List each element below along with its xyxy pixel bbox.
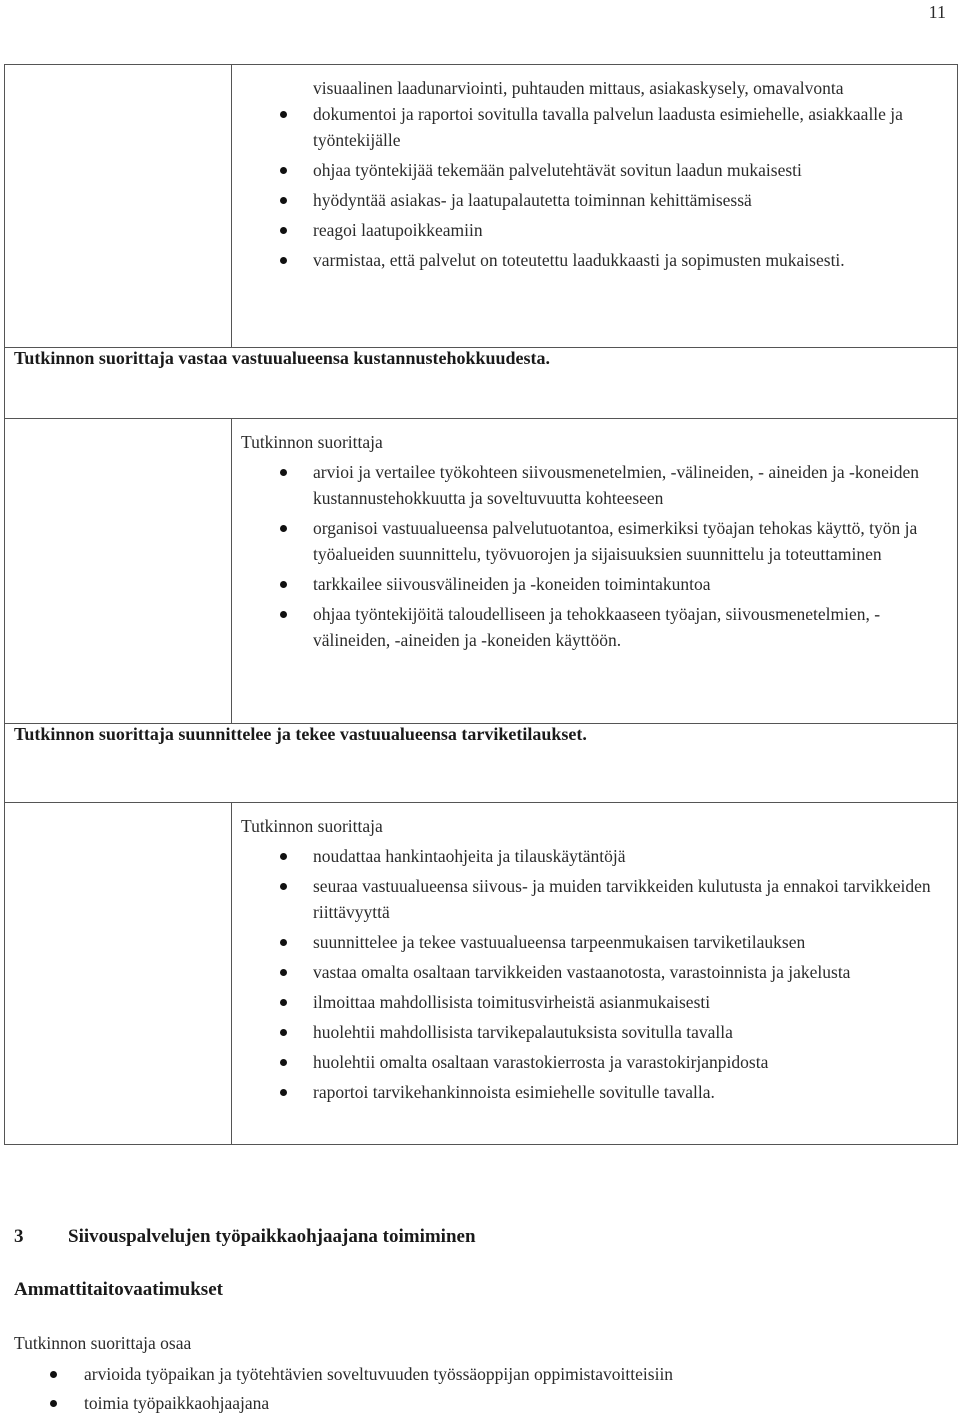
section-title: Siivouspalvelujen työpaikkaohjaajana toimiminen [68,1226,476,1247]
list-item: arvioida työpaikan ja työtehtävien soveltuvuuden työssäoppijan oppimistavoitteisiin [84,1360,673,1389]
section-number: 3 [14,1226,24,1247]
continuation-text: visuaalinen laadunarviointi, puhtauden mittaus, asiakaskysely, omavalvonta [313,78,844,98]
list-item: tarkkailee siivousvälineiden ja -koneiden toimintakuntoa [313,571,943,597]
requirements-heading: Ammattitaitovaatimukset [14,1279,223,1300]
list-item: huolehtii mahdollisista tarvikepalautuksista sovitulla tavalla [313,1019,943,1045]
list-item: noudattaa hankintaohjeita ja tilauskäytäntöjä [313,843,943,869]
empty-left-cell [5,419,232,724]
heading-row-2 [5,348,958,419]
bullet-list-1 [241,101,943,273]
criteria-cell-1 [232,65,958,348]
criteria-cell-2 [232,419,958,724]
list-item: toimia työpaikkaohjaajana [84,1389,673,1418]
list-item: ohjaa työntekijöitä taloudelliseen ja tehokkaaseen työajan, siivousmenetelmien, -välineiden, -aineiden ja -koneiden käyttöön. [313,601,943,653]
list-item: reagoi laatupoikkeamiin [313,217,943,243]
list-item: vastaa omalta osaltaan tarvikkeiden vastaanotosta, varastoinnista ja jakelusta [313,959,943,985]
list-item: arvioi ja vertailee työkohteen siivousmenetelmien, -välineiden, - aineiden ja -koneiden kustannustehokkuutta ja soveltuvuutta kohteeseen [313,459,943,511]
criteria-heading-2: Tutkinnon suorittaja vastaa vastuualueensa kustannustehokkuudesta. [14,348,551,368]
bullet-list-3 [241,843,943,1105]
page-number: 11 [928,2,946,22]
section-3-heading [14,1226,476,1248]
criteria-table-1 [4,64,958,1145]
heading-row-3 [5,724,958,803]
requirements-list [14,1360,673,1418]
list-item: dokumentoi ja raportoi sovitulla tavalla palvelun laadusta esimiehelle, asiakkaalle ja työntekijälle [313,101,943,153]
criteria-heading-3: Tutkinnon suorittaja suunnittelee ja tekee vastuualueensa tarviketilaukset. [14,724,587,744]
list-item: huolehtii omalta osaltaan varastokierrosta ja varastokirjanpidosta [313,1049,943,1075]
list-item: ilmoittaa mahdollisista toimitusvirheistä asianmukaisesti [313,989,943,1015]
empty-left-cell [5,803,232,1145]
list-item: organisoi vastuualueensa palvelutuotantoa, esimerkiksi työajan tehokas käyttö, työn ja työalueiden suunnittelu, työvuorojen ja sijaisuuksien suunnittelu ja toteuttaminen [313,515,943,567]
bullet-list-2 [241,459,943,653]
lead-text: Tutkinnon suorittaja [241,432,383,452]
list-item: hyödyntää asiakas- ja laatupalautetta toiminnan kehittämisessä [313,187,943,213]
list-item: ohjaa työntekijää tekemään palvelutehtävät sovitun laadun mukaisesti [313,157,943,183]
empty-left-cell [5,65,232,348]
list-item: varmistaa, että palvelut on toteutettu laadukkaasti ja sopimusten mukaisesti. [313,247,943,273]
criteria-cell-3 [232,803,958,1145]
list-item: seuraa vastuualueensa siivous- ja muiden tarvikkeiden kulutusta ja ennakoi tarvikkeiden riittävyyttä [313,873,943,925]
lead-text: Tutkinnon suorittaja [241,816,383,836]
list-item: raportoi tarvikehankinnoista esimiehelle sovitulle tavalla. [313,1079,943,1105]
requirements-lead: Tutkinnon suorittaja osaa [14,1333,192,1353]
list-item: suunnittelee ja tekee vastuualueensa tarpeenmukaisen tarviketilauksen [313,929,943,955]
